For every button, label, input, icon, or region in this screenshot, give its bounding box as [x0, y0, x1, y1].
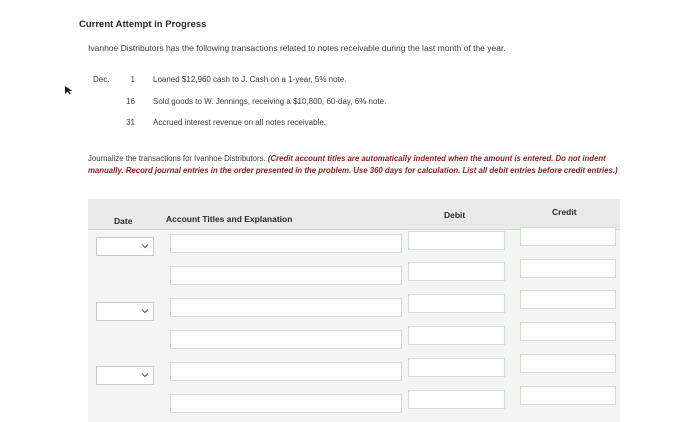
section-heading: Current Attempt in Progress	[79, 19, 207, 30]
problem-intro: Ivanhoe Distributors has the following transactions related to notes receivable during the last month of the year.	[88, 43, 506, 53]
account-column-header: Account Titles and Explanation	[166, 214, 293, 224]
transaction-day: 16	[126, 97, 135, 106]
journal-table-header	[88, 199, 620, 230]
credit-input[interactable]	[520, 259, 616, 278]
account-title-input[interactable]	[170, 298, 402, 317]
debit-input[interactable]	[408, 262, 505, 281]
transaction-description: Sold goods to W. Jennings, receiving a $10,800, 60-day, 6% note.	[153, 97, 387, 106]
date-column-header: Date	[114, 216, 133, 226]
account-title-input[interactable]	[170, 266, 402, 285]
transaction-day: 31	[126, 118, 135, 127]
credit-column-header: Credit	[552, 207, 577, 217]
transaction-description: Accrued interest revenue on all notes receivable.	[153, 118, 326, 127]
chevron-down-icon	[141, 308, 149, 314]
credit-input[interactable]	[520, 322, 616, 341]
debit-input[interactable]	[408, 358, 505, 377]
credit-input[interactable]	[520, 227, 616, 246]
account-title-input[interactable]	[170, 330, 402, 349]
chevron-down-icon	[141, 372, 149, 378]
date-select[interactable]	[96, 366, 154, 385]
journal-entry-table	[88, 199, 620, 422]
journal-instructions	[88, 153, 618, 177]
account-title-input[interactable]	[170, 234, 402, 253]
date-select[interactable]	[96, 237, 154, 256]
debit-input[interactable]	[408, 294, 505, 313]
credit-input[interactable]	[520, 290, 616, 309]
account-title-input[interactable]	[170, 394, 402, 413]
mouse-pointer-icon	[64, 85, 74, 95]
instructions-text: Journalize the transactions for Ivanhoe Distributors.	[88, 154, 266, 163]
debit-input[interactable]	[408, 390, 505, 409]
debit-input[interactable]	[408, 231, 505, 250]
account-title-input[interactable]	[170, 362, 402, 381]
transaction-month: Dec.	[93, 75, 110, 84]
transaction-description: Loaned $12,960 cash to J. Cash on a 1-year, 5% note.	[153, 75, 347, 84]
debit-input[interactable]	[408, 326, 505, 345]
credit-input[interactable]	[520, 386, 616, 405]
credit-input[interactable]	[520, 354, 616, 373]
debit-column-header: Debit	[444, 210, 466, 220]
transaction-day: 1	[130, 75, 135, 84]
instructions-emphasis: (Credit account titles are automatically indented when the amount is entered. Do not indent manually. Record journal entries in the order presented in the problem. Use 360 days for calculation. List all debit entries before credit entries.)	[88, 154, 618, 175]
date-select[interactable]	[96, 302, 154, 321]
chevron-down-icon	[141, 243, 149, 249]
